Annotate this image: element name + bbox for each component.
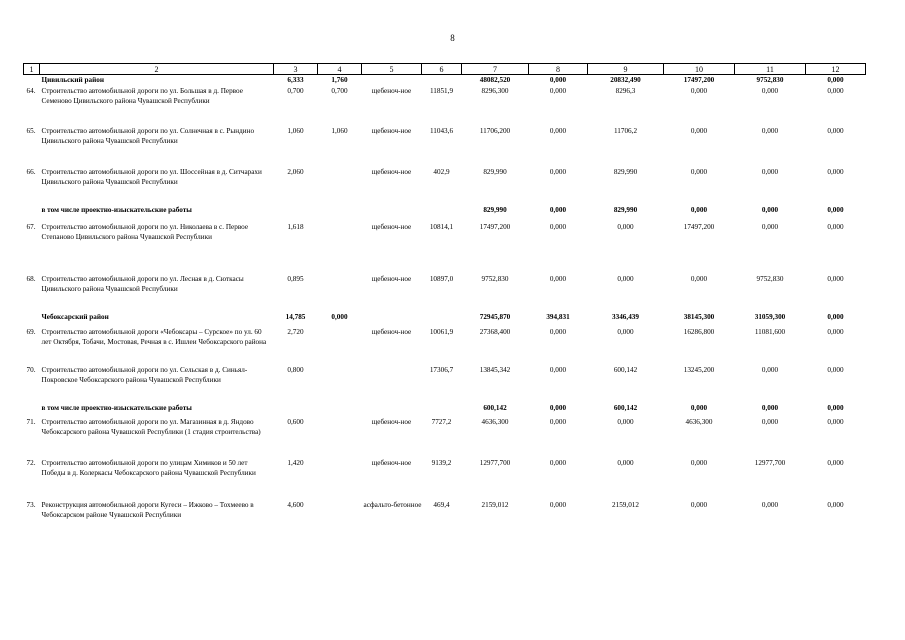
value-cell: 0,000 <box>761 126 779 135</box>
value-cell: 0,000 <box>761 86 779 95</box>
value-cell: 12977,700 <box>754 458 786 467</box>
value-cell: 0,000 <box>761 222 779 231</box>
value-cell: 38145,300 <box>683 312 715 321</box>
value-cell <box>274 403 318 417</box>
column-header: 8 <box>529 64 588 75</box>
value-cell: 4,600 <box>287 500 304 509</box>
value-cell: 12977,700 <box>479 458 511 467</box>
value-cell: 394,831 <box>546 312 570 321</box>
row-number-cell: 67. <box>26 222 36 231</box>
value-cell: 14,785 <box>285 312 306 321</box>
value-cell: 0,000 <box>827 458 844 467</box>
value-cell: 0,000 <box>827 327 844 336</box>
description-cell: Строительство автомобильной дороги «Чебоксары – Сурское» по ул. 60 лет Октября, Тобачи, Мостовая, Речная в с. Ишлеи Чебоксарского района <box>41 327 267 346</box>
table-row <box>24 222 866 274</box>
value-cell: 829,990 <box>613 205 638 214</box>
value-cell: асфальто-бетонное <box>363 500 422 509</box>
value-cell: 1,760 <box>331 76 348 84</box>
value-cell: щебеноч-ное <box>371 86 412 95</box>
value-cell <box>422 75 462 86</box>
value-cell <box>362 312 422 327</box>
value-cell <box>318 365 362 403</box>
value-cell <box>362 403 422 417</box>
value-cell: 0,000 <box>761 403 779 412</box>
value-cell: 1,060 <box>331 126 348 135</box>
value-cell: щебеноч-ное <box>371 458 412 467</box>
value-cell: 829,990 <box>483 167 507 176</box>
value-cell: 0,000 <box>549 403 567 412</box>
value-cell: 0,000 <box>549 417 567 426</box>
value-cell: 0,000 <box>549 86 567 95</box>
value-cell: 48082,520 <box>479 76 511 84</box>
value-cell: 9139,2 <box>431 458 452 467</box>
row-number-cell: 70. <box>26 365 36 374</box>
value-cell: 0,000 <box>827 205 844 214</box>
value-cell: 10061,9 <box>429 327 454 336</box>
table-subtotal-row <box>24 312 866 327</box>
value-cell <box>362 205 422 222</box>
value-cell: 0,000 <box>690 126 708 135</box>
value-cell: 11706,2 <box>613 126 638 135</box>
value-cell: 17497,200 <box>683 76 715 84</box>
column-header: 11 <box>735 64 806 75</box>
value-cell: 2,720 <box>287 327 304 336</box>
row-number-cell: 73. <box>26 500 36 509</box>
row-number-cell <box>24 312 40 327</box>
table-row <box>24 86 866 126</box>
value-cell: 1,060 <box>287 126 304 135</box>
value-cell: 0,000 <box>549 327 567 336</box>
value-cell <box>318 205 362 222</box>
value-cell: 17497,200 <box>683 222 715 231</box>
value-cell <box>274 205 318 222</box>
value-cell: 0,000 <box>617 417 634 426</box>
value-cell <box>318 167 362 205</box>
value-cell: 0,000 <box>827 126 844 135</box>
value-cell: 0,000 <box>549 274 567 283</box>
column-header: 4 <box>318 64 362 75</box>
value-cell: 4636,300 <box>685 417 713 426</box>
value-cell: 3346,439 <box>612 312 639 321</box>
value-cell: 0,000 <box>761 205 779 214</box>
column-header: 2 <box>40 64 274 75</box>
table-row <box>24 365 866 403</box>
value-cell: 0,000 <box>827 86 844 95</box>
table-row <box>24 327 866 365</box>
value-cell: 2,060 <box>287 167 304 176</box>
value-cell: 0,895 <box>287 274 304 283</box>
table-row <box>24 167 866 205</box>
value-cell: 0,000 <box>617 458 634 467</box>
value-cell: 0,000 <box>331 312 348 321</box>
value-cell: 0,000 <box>827 417 844 426</box>
value-cell: 0,000 <box>617 327 634 336</box>
value-cell: 2159,012 <box>481 500 509 509</box>
column-header: 12 <box>806 64 866 75</box>
value-cell: 0,800 <box>287 365 304 374</box>
value-cell: 0,000 <box>690 403 708 412</box>
column-header: 5 <box>362 64 422 75</box>
value-cell: 17497,200 <box>479 222 511 231</box>
value-cell: 0,000 <box>690 458 708 467</box>
value-cell: 0,000 <box>690 500 708 509</box>
description-cell: Чебоксарский район <box>41 312 109 321</box>
value-cell <box>318 327 362 365</box>
row-number-cell: 66. <box>26 167 36 176</box>
value-cell: 0,000 <box>549 126 567 135</box>
value-cell: 0,000 <box>617 222 634 231</box>
description-cell: Строительство автомобильной дороги по улицам Химиков и 50 лет Победы в д. Колеркасы Чебоксарского района Чувашской Республики <box>41 458 256 477</box>
value-cell: 469,4 <box>433 500 450 509</box>
value-cell: 402,9 <box>433 167 450 176</box>
row-number-cell: 68. <box>26 274 36 283</box>
column-number-row <box>24 64 866 75</box>
value-cell: 20832,490 <box>610 76 641 84</box>
value-cell: 0,000 <box>827 274 844 283</box>
description-cell: Строительство автомобильной дороги по ул. Шоссейная в д. Ситчарахи Цивильского района Чувашской Республики <box>41 167 262 186</box>
value-cell: 13245,200 <box>683 365 715 374</box>
value-cell: 16286,800 <box>683 327 715 336</box>
value-cell: 17306,7 <box>429 365 454 374</box>
value-cell <box>362 365 422 403</box>
row-number-cell: 65. <box>26 126 36 135</box>
value-cell: 0,000 <box>827 312 844 321</box>
value-cell <box>422 205 462 222</box>
row-number-cell: 71. <box>26 417 36 426</box>
description-cell: в том числе проектно-изыскательские работы <box>41 403 192 412</box>
table-row <box>24 126 866 167</box>
value-cell: щебеноч-ное <box>371 417 412 426</box>
value-cell: щебеноч-ное <box>371 222 412 231</box>
value-cell: 0,000 <box>827 365 844 374</box>
value-cell: 0,000 <box>761 365 779 374</box>
value-cell <box>318 458 362 500</box>
value-cell: 600,142 <box>613 403 638 412</box>
value-cell: 0,700 <box>331 86 348 95</box>
description-cell: Цивильский район <box>41 76 104 84</box>
value-cell <box>362 75 422 86</box>
value-cell: 600,142 <box>483 403 507 412</box>
value-cell: 4636,300 <box>481 417 509 426</box>
value-cell: 11043,6 <box>429 126 454 135</box>
table-row <box>24 500 866 530</box>
value-cell: 6,333 <box>287 76 304 84</box>
value-cell: 0,000 <box>690 167 708 176</box>
value-cell: 0,000 <box>549 458 567 467</box>
value-cell: 0,000 <box>827 76 844 84</box>
value-cell: 72945,870 <box>479 312 511 321</box>
value-cell: 0,600 <box>287 417 304 426</box>
value-cell: 0,000 <box>549 222 567 231</box>
value-cell <box>318 403 362 417</box>
value-cell: 2159,012 <box>612 500 639 509</box>
value-cell: 829,990 <box>483 205 507 214</box>
description-cell: в том числе проектно-изыскательские работы <box>41 205 192 214</box>
value-cell <box>318 222 362 274</box>
value-cell: 11706,200 <box>479 126 511 135</box>
value-cell: 31059,300 <box>754 312 786 321</box>
value-cell: 0,000 <box>690 205 708 214</box>
value-cell: 8296,3 <box>615 86 636 95</box>
value-cell: 11081,600 <box>754 327 786 336</box>
value-cell: 0,000 <box>827 222 844 231</box>
value-cell: щебеноч-ное <box>371 327 412 336</box>
description-cell: Реконструкция автомобильной дороги Кугеси – Ижково – Тохмеево в Чебоксарском районе Чувашской Республики <box>41 500 254 519</box>
description-cell: Строительство автомобильной дороги по ул. Большая в д. Первое Семеново Цивильского района Чувашской Республики <box>41 86 243 105</box>
table-subtotal-row <box>24 205 866 222</box>
row-number-cell <box>24 205 40 222</box>
description-cell: Строительство автомобильной дороги по ул. Магазинная в д. Яндово Чебоксарского района Чувашской Республики (1 стадия строительства) <box>41 417 261 436</box>
value-cell: 0,000 <box>827 403 844 412</box>
value-cell <box>318 500 362 530</box>
value-cell: 1,420 <box>287 458 304 467</box>
value-cell: 0,000 <box>617 274 634 283</box>
value-cell: 13845,342 <box>479 365 511 374</box>
value-cell: щебеноч-ное <box>371 126 412 135</box>
value-cell: 9752,830 <box>756 274 784 283</box>
value-cell: 0,000 <box>690 274 708 283</box>
table-subtotal-row <box>24 75 866 86</box>
value-cell: 0,000 <box>549 167 567 176</box>
value-cell: 600,142 <box>613 365 638 374</box>
table-subtotal-row <box>24 403 866 417</box>
value-cell: 0,000 <box>761 500 779 509</box>
row-number-cell: 64. <box>26 86 36 95</box>
column-header: 9 <box>588 64 664 75</box>
column-header: 10 <box>664 64 735 75</box>
value-cell: щебеноч-ное <box>371 274 412 283</box>
row-number-cell <box>24 75 40 86</box>
description-cell: Строительство автомобильной дороги по ул. Сельская в д. Синьял-Покровское Чебоксарского района Чувашской Республики <box>41 365 248 384</box>
value-cell: 7727,2 <box>431 417 452 426</box>
roads-table <box>23 63 866 530</box>
value-cell: 1,618 <box>287 222 304 231</box>
value-cell: 9752,830 <box>756 76 784 84</box>
value-cell: 9752,830 <box>481 274 509 283</box>
value-cell: щебеноч-ное <box>371 167 412 176</box>
value-cell <box>318 274 362 312</box>
column-header: 7 <box>462 64 529 75</box>
row-number-cell: 72. <box>26 458 36 467</box>
table-row <box>24 417 866 458</box>
value-cell: 8296,300 <box>481 86 509 95</box>
page-number: 8 <box>450 33 455 43</box>
value-cell: 0,000 <box>827 500 844 509</box>
value-cell: 0,700 <box>287 86 304 95</box>
description-cell: Строительство автомобильной дороги по ул. Солнечная в с. Рындино Цивильского района Чувашской Республики <box>41 126 255 145</box>
value-cell: 0,000 <box>690 86 708 95</box>
value-cell: 0,000 <box>761 167 779 176</box>
value-cell: 27368,400 <box>479 327 511 336</box>
row-number-cell: 69. <box>26 327 36 336</box>
column-header: 3 <box>274 64 318 75</box>
row-number-cell <box>24 403 40 417</box>
table-row <box>24 458 866 500</box>
value-cell <box>422 403 462 417</box>
table-row <box>24 274 866 312</box>
value-cell: 0,000 <box>549 205 567 214</box>
value-cell: 829,990 <box>613 167 638 176</box>
table-body <box>24 75 866 530</box>
value-cell: 0,000 <box>549 76 567 84</box>
description-cell: Строительство автомобильной дороги по ул. Лесная в д. Сюткасы Цивильского района Чувашской Республики <box>41 274 244 293</box>
column-header: 1 <box>24 64 40 75</box>
value-cell <box>318 417 362 458</box>
description-cell: Строительство автомобильной дороги по ул. Николаева в с. Первое Степаново Цивильского района Чувашской Республики <box>41 222 249 241</box>
value-cell: 0,000 <box>827 167 844 176</box>
column-header: 6 <box>422 64 462 75</box>
value-cell: 0,000 <box>761 417 779 426</box>
value-cell: 11851,9 <box>429 86 454 95</box>
value-cell: 0,000 <box>549 365 567 374</box>
value-cell: 10814,1 <box>429 222 454 231</box>
value-cell: 0,000 <box>549 500 567 509</box>
value-cell: 10897,0 <box>429 274 454 283</box>
value-cell <box>422 312 462 327</box>
